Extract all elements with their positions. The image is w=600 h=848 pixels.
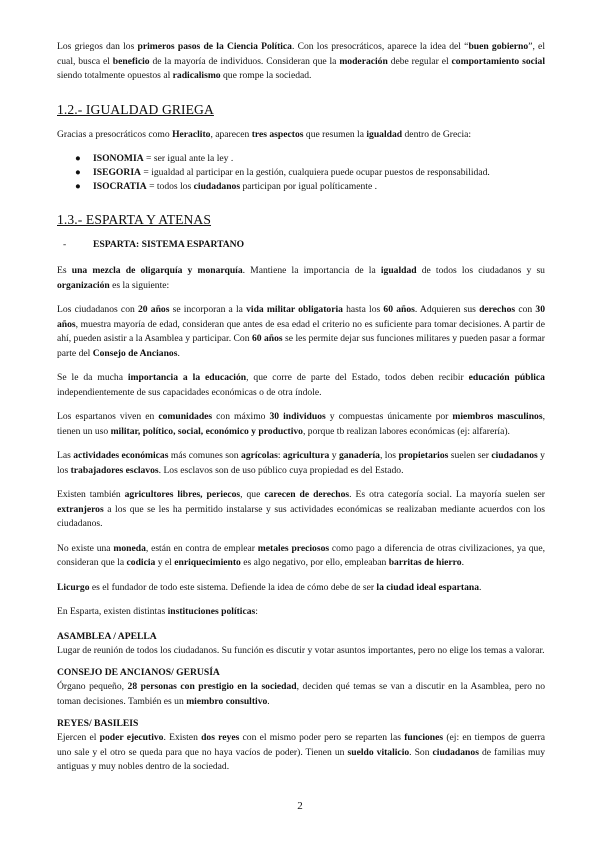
bullet-dot-icon: ●: [75, 167, 81, 178]
text-run: , tienen un uso: [57, 411, 545, 437]
text-run: = igualdad al participar en la gestión, cualquiera puede ocupar puestos de responsabilidad.: [140, 167, 490, 178]
bold-text-run: enriquecimiento: [174, 557, 241, 568]
text-run: Los espartanos viven en: [57, 411, 159, 422]
bold-text-run: agricultura: [282, 450, 330, 461]
text-run: de familias muy antiguas y muy nobles dentro de la sociedad.: [57, 746, 545, 772]
text-run: Los griegos dan los: [57, 41, 138, 52]
bold-text-run: Licurgo: [57, 581, 90, 593]
text-run: Existen también: [57, 489, 125, 500]
document-page: [57, 40, 545, 783]
paragraph-comunidades: [57, 410, 545, 439]
text-run: , porque tb realizan labores económicas (ej: alfarería).: [302, 425, 510, 437]
text-run: .: [461, 557, 464, 568]
bold-text-run: buen gobierno: [468, 41, 529, 52]
institution-text-reyes: [57, 731, 545, 775]
text-run: Órgano pequeño,: [57, 681, 128, 692]
text-run: a los que se les ha permitido instalarse y sus actividades económicas se realizaban mediante acuerdos con los ciudadanos.: [57, 503, 545, 529]
text-run: participan por igual políticamente .: [240, 181, 377, 192]
bold-text-run: metales preciosos: [257, 542, 330, 554]
institution-text-consejo: [57, 680, 545, 709]
text-run: :: [255, 606, 258, 617]
bold-text-run: trabajadores esclavos: [70, 464, 159, 476]
text-run: , aparecen: [210, 128, 252, 140]
text-run: :: [277, 450, 283, 461]
text-run: y los: [57, 450, 545, 476]
bold-text-run: moneda: [113, 542, 146, 554]
bold-text-run: igualdad: [366, 128, 403, 140]
bold-text-run: ciudadanos: [193, 181, 241, 192]
bold-text-run: tres aspectos: [251, 128, 304, 140]
bold-text-run: ganadería: [338, 450, 380, 461]
bold-text-run: derechos: [479, 304, 516, 315]
text-run: . Es otra categoría social. La mayoría suelen ser: [349, 489, 545, 500]
bold-text-run: instituciones políticas: [167, 606, 256, 617]
text-run: = ser igual ante la ley .: [143, 153, 234, 164]
text-run: (ej: en tiempos de guerra uno sale y el otro se queda para que no haya vacíos de poder). Tienen un: [57, 732, 546, 758]
bold-text-run: barritas de hierro: [388, 557, 462, 568]
text-run: . Adquieren sus: [414, 304, 480, 315]
subheading-text: ESPARTA: SISTEMA ESPARTANO: [93, 239, 245, 250]
institution-title-reyes: REYES/ BASILEIS: [57, 718, 139, 729]
text-run: = todos los: [146, 181, 194, 192]
bold-text-run: agrícolas: [241, 450, 278, 461]
text-run: . Con los presocráticos, aparece la idea del “: [291, 41, 469, 52]
paragraph-oligarquia: [57, 264, 545, 293]
bold-text-run: una mezcla de oligarquía y monarquía: [71, 265, 243, 276]
text-run: y el: [155, 557, 175, 568]
bold-text-run: 60 años: [383, 304, 415, 315]
bold-text-run: 30 individuos: [269, 411, 326, 422]
bold-text-run: ciudadanos: [432, 746, 479, 758]
bold-text-run: 20 años: [137, 304, 170, 315]
text-run: con: [515, 304, 536, 315]
text-run: se les permite dejar sus funciones militares y pueden pasar a formar parte del: [57, 333, 546, 359]
intro-paragraph: [57, 40, 545, 84]
bold-text-run: 60 años: [251, 333, 283, 344]
bold-text-run: moderación: [339, 55, 388, 67]
paragraph-licurgo: [57, 581, 545, 596]
text-run: con máximo: [212, 411, 270, 422]
paragraph-moneda: [57, 542, 545, 571]
bold-text-run: 30 años: [57, 304, 545, 330]
text-run: es el fundador de todo este sistema. Defiende la idea de cómo debe de ser: [89, 581, 377, 593]
text-run: Se le da mucha: [57, 372, 128, 383]
bold-text-run: propietarios: [398, 450, 449, 461]
text-run: siendo totalmente opuestos al: [57, 70, 173, 81]
text-run: Los ciudadanos con: [57, 304, 138, 315]
subheading-esparta: [57, 238, 545, 252]
institution-title-asamblea: ASAMBLEA / APELLA: [57, 630, 157, 642]
igualdad-intro-paragraph: [57, 128, 545, 143]
text-run: de la mayoría de individuos. Consideran que la: [149, 55, 340, 67]
text-run: y: [329, 450, 339, 461]
bullet-item-isegoria: [57, 166, 545, 180]
bold-text-run: ISOCRATIA: [93, 181, 147, 192]
paragraph-periecos: [57, 488, 545, 532]
bold-text-run: importancia a la educación: [127, 372, 247, 383]
text-run: que resumen la: [303, 128, 367, 140]
bold-text-run: sueldo vitalicio: [347, 746, 410, 758]
text-run: . Mantiene la importancia de la: [242, 265, 381, 276]
text-run: Lugar de reunión de todos los ciudadanos. Su función es discutir y votar asuntos importantes, pero no elige los temas a valorar.: [57, 644, 545, 656]
bullet-item-isocratia: [57, 180, 545, 194]
bullet-text: [93, 153, 233, 164]
text-run: ”, el cual, busca el: [57, 41, 545, 67]
igualdad-bullet-list: [57, 152, 545, 194]
text-run: debe regular el: [387, 55, 452, 67]
text-run: . Existen: [163, 732, 202, 743]
paragraph-educacion: [57, 371, 545, 400]
text-run: Es: [57, 265, 72, 276]
text-run: suelen ser: [448, 450, 492, 461]
text-run: , muestra mayoría de edad, consideran que antes de esa edad el criterio no es suficiente para tomar decisiones. A partir de ahí, pueden asistir a la Asamblea y participar. Con: [57, 318, 545, 344]
text-run: se incorporan a la: [169, 304, 247, 315]
bold-text-run: organización: [57, 279, 110, 291]
bold-text-run: dos reyes: [201, 732, 240, 743]
bullet-dot-icon: ●: [75, 181, 81, 192]
text-run: En Esparta, existen distintas: [57, 606, 168, 617]
bold-text-run: miembro consultivo: [186, 695, 268, 707]
bold-text-run: 28 personas con prestigio en la sociedad: [127, 681, 297, 692]
institution-title-consejo: CONSEJO DE ANCIANOS/ GERUSÍA: [57, 667, 220, 678]
text-run: como pago a diferencia de otras civilizaciones, ya que, consideran que la: [57, 542, 545, 568]
paragraph-vida-militar: [57, 303, 545, 361]
text-run: más comunes son: [168, 450, 242, 461]
bold-text-run: radicalismo: [172, 70, 221, 81]
text-run: .: [177, 347, 180, 359]
section-title-esparta-atenas: 1.3.- ESPARTA Y ATENAS: [57, 212, 212, 227]
bold-text-run: poder ejecutivo: [99, 732, 164, 743]
bold-text-run: ISONOMIA: [93, 153, 144, 164]
text-run: .: [267, 695, 270, 707]
text-run: que rompe la sociedad.: [220, 70, 312, 81]
text-run: hasta los: [342, 304, 384, 315]
bold-text-run: ISEGORIA: [93, 167, 141, 178]
text-run: , deciden qué temas se van a discutir en la Asamblea, pero no toman decisiones. También es un: [57, 681, 545, 707]
text-run: , que corre de parte del Estado, todos deben recibir: [246, 372, 469, 383]
text-run: , están en contra de emplear: [145, 542, 258, 554]
bold-text-run: la ciudad ideal espartana: [376, 581, 480, 593]
text-run: No existe una: [57, 542, 114, 554]
text-run: y compuestas únicamente por: [325, 411, 453, 422]
text-run: Gracias a presocráticos como: [57, 128, 173, 140]
bold-text-run: igualdad: [380, 265, 417, 276]
bold-text-run: militar, político, social, económico y productivo: [110, 425, 303, 437]
bullet-text: [93, 167, 490, 178]
text-run: , que: [240, 489, 265, 500]
bold-text-run: vida militar obligatoria: [246, 304, 343, 315]
bold-text-run: funciones: [404, 732, 444, 743]
section-title-igualdad-griega: 1.2.- IGUALDAD GRIEGA: [57, 101, 214, 117]
text-run: independientemente de sus capacidades económicas o de otra índole.: [57, 386, 322, 398]
bold-text-run: Heraclito: [172, 128, 211, 140]
text-run: es algo negativo, por ello, empleaban: [240, 557, 389, 568]
bold-text-run: educación pública: [468, 372, 545, 383]
text-run: con el mismo poder pero se reparten las: [239, 732, 405, 743]
bold-text-run: actividades económicas: [73, 450, 169, 461]
text-run: es la siguiente:: [109, 279, 170, 291]
paragraph-actividades-economicas: [57, 449, 545, 478]
page-number: 2: [297, 800, 303, 812]
paragraph-instituciones: [57, 605, 545, 620]
bullet-text: [93, 181, 377, 192]
bullet-dot-icon: ●: [75, 153, 81, 164]
bold-text-run: comunidades: [158, 411, 213, 422]
bold-text-run: carecen de derechos: [264, 489, 350, 500]
bold-text-run: Consejo de Ancianos: [92, 347, 178, 359]
bold-text-run: miembros masculinos: [452, 411, 543, 422]
bold-text-run: extranjeros: [57, 503, 104, 515]
text-run: . Son: [409, 746, 433, 758]
bold-text-run: ciudadanos: [491, 450, 538, 461]
bold-text-run: primeros pasos de la Ciencia Política: [137, 41, 292, 52]
bold-text-run: codicia: [126, 557, 156, 568]
text-run: de todos los ciudadanos y su: [416, 265, 545, 276]
bold-text-run: agricultores libres, periecos: [124, 489, 241, 500]
text-run: .: [479, 581, 482, 593]
text-run: Ejercen el: [57, 732, 100, 743]
bold-text-run: beneficio: [112, 55, 150, 67]
text-run: . Los esclavos son de uso público cuya propiedad es del Estado.: [158, 464, 404, 476]
text-run: , los: [379, 450, 399, 461]
institution-text-asamblea: [57, 644, 545, 659]
text-run: dentro de Grecia:: [402, 128, 472, 140]
dash-marker: -: [63, 239, 67, 250]
bullet-item-isonomia: [57, 152, 545, 166]
text-run: Las: [57, 450, 74, 461]
bold-text-run: comportamiento social: [451, 55, 545, 67]
